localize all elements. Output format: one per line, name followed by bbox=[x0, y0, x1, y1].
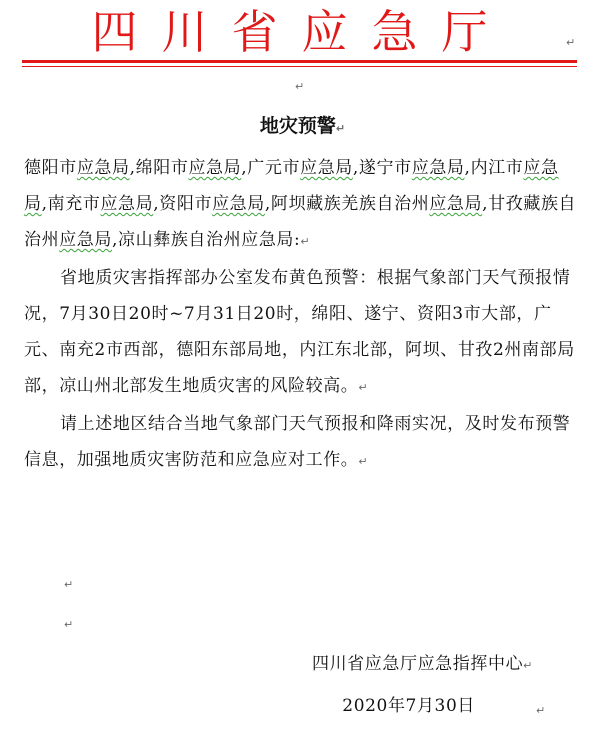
recipient-name: 德阳市 bbox=[24, 158, 77, 178]
warning-paragraph bbox=[24, 260, 580, 406]
recipient-separator: : bbox=[294, 230, 301, 250]
recipient-suffix: 应急局 bbox=[188, 158, 242, 178]
paragraph-mark-icon: ↵ bbox=[64, 578, 74, 591]
recipient-suffix: 应急局 bbox=[59, 230, 113, 250]
recipient-suffix: 应急局 bbox=[76, 158, 130, 178]
recipient-separator: , bbox=[482, 194, 489, 214]
recipient-name: 南充市 bbox=[47, 194, 101, 214]
recipient-name: 甘孜藏族自治州 bbox=[24, 194, 577, 250]
warning-paragraph-text: 省地质灾害指挥部办公室发布黄色预警：根据气象部门天气预报情况，7月30日20时~7月31日20时，绵阳、遂宁、资阳3市大部，广元、南充2市西部，德阳东部局地，内江东北部，阿坝、甘孜2州南部局部，凉山州北部发生地质灾害的风险较高。 bbox=[24, 268, 575, 396]
paragraph-mark-icon: ↵ bbox=[566, 36, 576, 49]
paragraph-mark-icon: ↵ bbox=[300, 235, 311, 248]
signature-date-text: 2020年7月30日 bbox=[342, 696, 475, 716]
instruction-paragraph bbox=[24, 406, 580, 480]
recipient-suffix: 应急局 bbox=[212, 194, 265, 214]
paragraph-mark-icon: ↵ bbox=[335, 122, 346, 135]
recipient-name: 绵阳市 bbox=[135, 158, 189, 178]
document-title-text: 地灾预警 bbox=[259, 115, 336, 137]
paragraph-mark-icon: ↵ bbox=[358, 455, 369, 468]
recipient-suffix: 应急局 bbox=[24, 158, 559, 214]
signature-date bbox=[342, 693, 475, 719]
recipient-name: 遂宁市 bbox=[358, 158, 412, 178]
paragraph-mark-icon: ↵ bbox=[536, 704, 546, 717]
paragraph-mark-icon: ↵ bbox=[523, 659, 533, 672]
recipient-suffix: 应急局 bbox=[300, 158, 353, 178]
recipient-separator: , bbox=[112, 230, 119, 250]
recipient-suffix: 应急局 bbox=[429, 194, 483, 214]
recipient-separator: , bbox=[129, 158, 136, 178]
recipient-separator: , bbox=[241, 158, 248, 178]
recipient-separator: , bbox=[352, 158, 359, 178]
recipient-separator: , bbox=[41, 194, 48, 214]
recipient-separator: , bbox=[264, 194, 271, 214]
instruction-paragraph-text: 请上述地区结合当地气象部门天气预报和降雨实况，及时发布预警信息，加强地质灾害防范和应急应对工作。 bbox=[24, 414, 571, 470]
paragraph-mark-icon: ↵ bbox=[64, 618, 74, 631]
recipient-separator: , bbox=[464, 158, 471, 178]
paragraph-mark-icon: ↵ bbox=[358, 381, 369, 394]
recipient-name: 广元市 bbox=[247, 158, 301, 178]
paragraph-mark-icon: ↵ bbox=[295, 80, 305, 93]
signature-organization bbox=[312, 651, 533, 679]
recipient-suffix: 应急局 bbox=[100, 194, 154, 214]
header-red-rule-thick bbox=[22, 60, 577, 63]
document-body bbox=[24, 150, 580, 480]
recipient-name: 阿坝藏族羌族自治州 bbox=[270, 194, 430, 214]
recipient-name: 资阳市 bbox=[159, 194, 213, 214]
document-title bbox=[0, 113, 591, 142]
org-header-title: 四川省应急厅 bbox=[91, 5, 512, 59]
signature-org-text: 四川省应急厅应急指挥中心 bbox=[311, 654, 524, 674]
recipient-suffix: 应急局 bbox=[411, 158, 465, 178]
recipients-line bbox=[24, 150, 580, 260]
recipient-separator: , bbox=[153, 194, 160, 214]
header-red-rule-thin bbox=[22, 66, 577, 67]
recipient-name: 内江市 bbox=[470, 158, 524, 178]
recipient-name: 凉山彝族自治州应急局 bbox=[118, 230, 295, 250]
